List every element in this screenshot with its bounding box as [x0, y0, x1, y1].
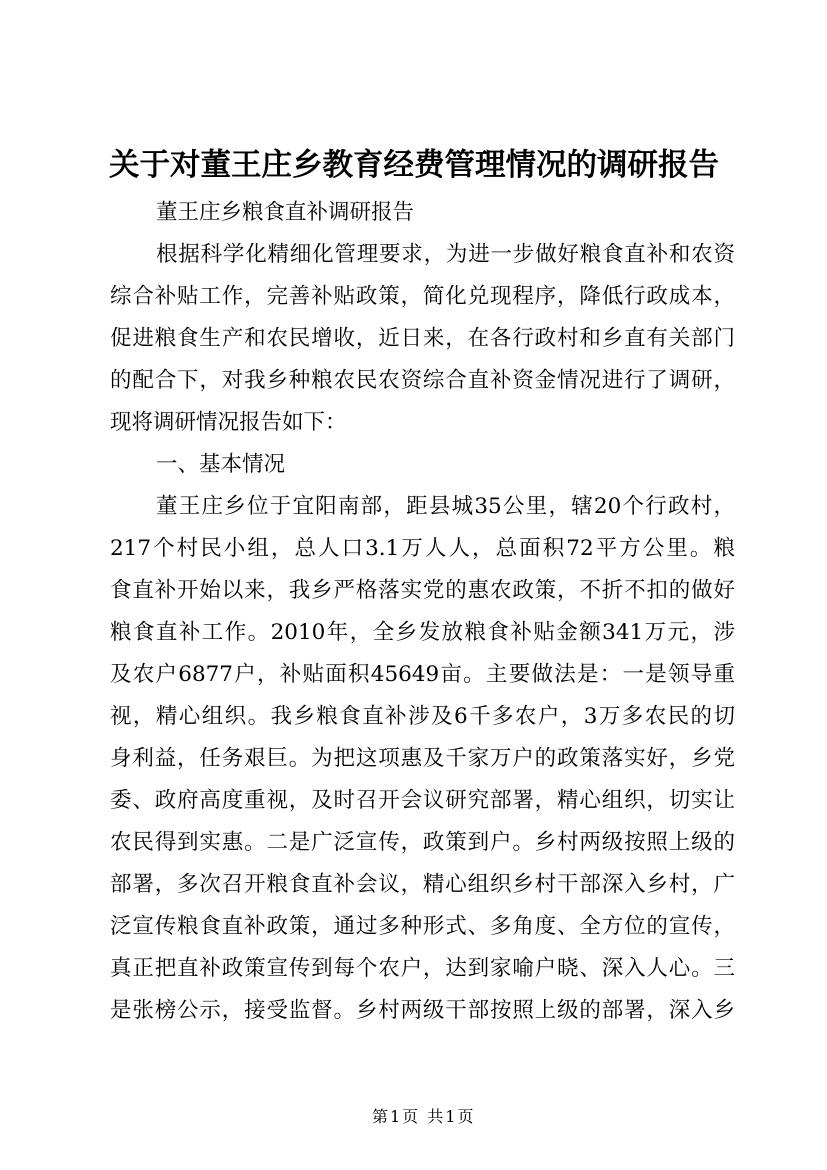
paragraph-line: 综合补贴工作，完善补贴政策，简化兑现程序，降低行政成本， [110, 284, 735, 309]
paragraph-line: 是张榜公示，接受监督。乡村两级干部按照上级的部署，深入乡 [110, 998, 735, 1023]
page-indicator: 第1页 共1页 [372, 1107, 476, 1126]
section-heading: 一、基本情况 [156, 452, 286, 477]
paragraph-line: 食直补开始以来，我乡严格落实党的惠农政策，不折不扣的做好 [110, 578, 735, 603]
paragraph-line: 视，精心组织。我乡粮食直补涉及6千多农户，3万多农民的切 [110, 704, 735, 729]
paragraph-line: 及农户6877户，补贴面积45649亩。主要做法是：一是领导重 [110, 662, 735, 687]
paragraph-line: 真正把直补政策宣传到每个农户，达到家喻户晓、深入人心。三 [110, 956, 735, 981]
paragraph-line: 现将调研情况报告如下： [110, 410, 347, 435]
paragraph-line: 农民得到实惠。二是广泛宣传，政策到户。乡村两级按照上级的 [110, 830, 735, 855]
paragraph-line: 部署，多次召开粮食直补会议，精心组织乡村干部深入乡村，广 [110, 872, 735, 897]
paragraph-line: 217个村民小组，总人口3.1万人人，总面积72平方公里。粮 [110, 536, 735, 561]
paragraph-line: 委、政府高度重视，及时召开会议研究部署，精心组织，切实让 [110, 788, 735, 813]
paragraph-line: 董王庄乡位于宜阳南部，距县城35公里，辖20个行政村， [156, 494, 735, 519]
paragraph-line: 促进粮食生产和农民增收，近日来，在各行政村和乡直有关部门 [110, 326, 735, 351]
paragraph-line: 根据科学化精细化管理要求，为进一步做好粮食直补和农资 [156, 242, 735, 267]
document-title: 关于对董王庄乡教育经费管理情况的调研报告 [109, 147, 719, 183]
paragraph-line: 的配合下，对我乡种粮农民农资综合直补资金情况进行了调研， [110, 368, 735, 393]
document-body [110, 192, 735, 1032]
paragraph-line: 泛宣传粮食直补政策，通过多种形式、多角度、全方位的宣传， [110, 914, 735, 939]
paragraph-line: 身利益，任务艰巨。为把这项惠及千家万户的政策落实好，乡党 [110, 746, 735, 771]
paragraph-line: 粮食直补工作。2010年，全乡发放粮食补贴金额341万元，涉 [110, 620, 735, 645]
document-subtitle: 董王庄乡粮食直补调研报告 [156, 200, 415, 225]
